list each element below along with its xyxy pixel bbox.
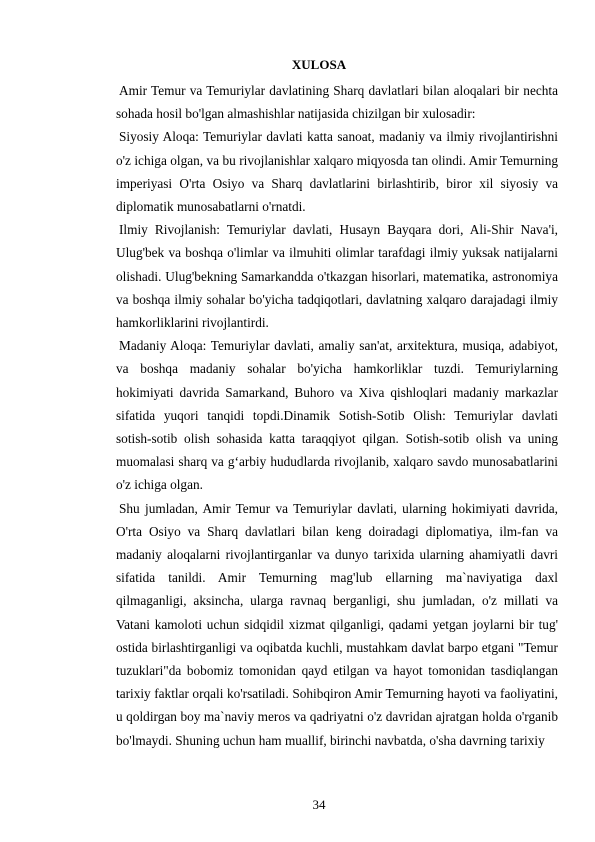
page-title: XULOSA (291, 57, 347, 72)
body-text (116, 79, 558, 752)
paragraph-scientific: Ilmiy Rivojlanish: Temuriylar davlati, Husayn Bayqara dori, Ali-Shir Nava'i, Ulug'bek va boshqa o'limlar va ilmuhiti olimlar tarafdagi ilmiy yuksak natijalarni olishadi. Ulug'bekning Samarkandda o'tkazgan hisorlari, matematika, astronomiya va boshqa ilmiy sohalar bo'yicha tadqiqotlari, davlatning xalqaro darajadagi ilmiy hamkorliklarini rivojlantirdi. (116, 222, 558, 331)
paragraph-intro: Amir Temur va Temuriylar davlatining Sharq davlatlari bilan aloqalari bir nechta sohada hosil bo'lgan almashishlar natijasida chizilgan bir xulosadir: (116, 83, 558, 122)
paragraph-conclusion: Shu jumladan, Amir Temur va Temuriylar davlati, ularning hokimiyati davrida, O'rta Osiyo va Sharq davlatlari bilan keng doiradagi diplomatiya, ilm-fan va madaniy aloqalarni rivojlantirganlar va dunyo tarixida ularning ahamiyatli davri sifatida tanildi. Amir Temurning mag'lub ellarning ma`naviyatiga daxl qilmaganligi, aksincha, ularga ravnaq berganligi, shu jumladan, o'z millati va Vatani kamoloti uchun sidqidil xizmat qilganligi, qadami yetgan joylarni bir tug' ostida birlashtirganligi va oqibatda kuchli, mustahkam davlat barpo etgani "Temur tuzuklari"da bobomiz tomonidan qayd etilgan va hayot tomonidan tasdiqlangan tarixiy faktlar orqali ko'rsatiladi. Sohibqiron Amir Temurning hayoti va faoliyatini, u qoldirgan boy ma`naviy meros va qadriyatni o'z davridan ajratgan holda o'rganib bo'lmaydi. Shuning uchun ham muallif, birinchi navbatda, o'sha davrning tarixiy (116, 500, 558, 748)
paragraph-cultural: Madaniy Aloqa: Temuriylar davlati, amaliy san'at, arxitektura, musiqa, adabiyot, va boshqa madaniy sohalar bo'yicha hamkorliklar tuzdi. Temuriylarning hokimiyati davrida Samarkand, Buhoro va Xiva qishloqlari madaniy markazlar sifatida yuqori tanqidi topdi.Dinamik Sotish-Sotib Olish: Temuriylar davlati sotish-sotib olish sohasida katta taraqqiyot qilgan. Sotish-sotib olish va uning muomalasi sharq va g‘arbiy hududlarda rivojlanib, xalqaro savdo munosabatlarini o'z ichiga olgan. (116, 338, 558, 493)
paragraph-political: Siyosiy Aloqa: Temuriylar davlati katta sanoat, madaniy va ilmiy rivojlantirishni o'z ichiga olgan, va bu rivojlanishlar xalqaro miqyosda tan olindi. Amir Temurning imperiyasi O'rta Osiyo va Sharq davlatlarini birlashtirib, biror xil siyosiy va diplomatik munosabatlarni o'rnatdi. (116, 129, 558, 215)
page-number: 34 (312, 797, 326, 812)
